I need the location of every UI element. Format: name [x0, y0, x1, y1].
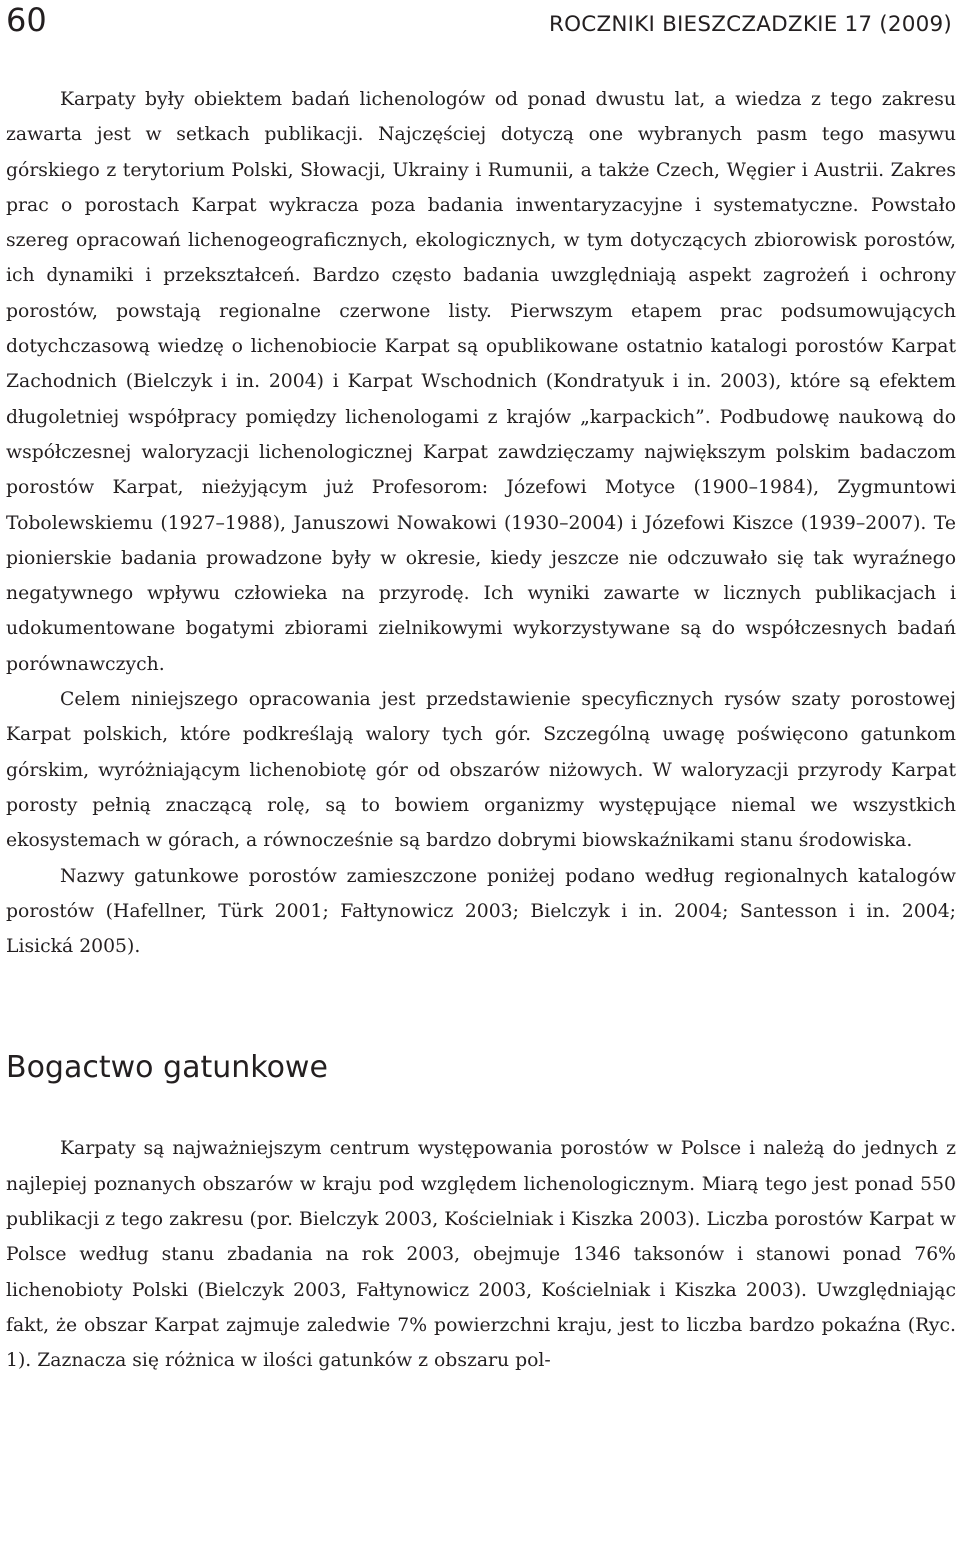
body-paragraph: Karpaty były obiektem badań lichenologów od ponad dwustu lat, a wiedza z tego zakresu zawarta jest w setkach publikacji. Najczęściej dotyczą one wybranych pasm tego masywu górskiego z terytorium Polski, Słowacji, Ukrainy i Rumunii, a także Czech, Węgier i Austrii. Zakres prac o porostach Karpat wykracza poza badania inwentaryzacyjne i systematyczne. Powstało szereg opracowań lichenogeograficznych, ekologicznych, w tym dotyczących zbiorowisk porostów, ich dynamiki i przekształceń. Bardzo często badania uwzględniają aspekt zagrożeń i ochrony porostów, powstają regionalne czerwone listy. Pierwszym etapem prac podsumowujących dotychczasową wiedzę o lichenobiocie Karpat są opublikowane ostatnio katalogi porostów Karpat Zachodnich (Bielczyk i in. 2004) i Karpat Wschodnich (Kondratyuk i in. 2003), które są efektem długoletniej współpracy pomiędzy lichenologami z krajów „karpackich”. Podbudowę naukową do współczesnej waloryzacji lichenologicznej Karpat zawdzięczamy największym polskim badaczom porostów Karpat, nieżyjącym już Profesorom: Józefowi Motyce (1900–1984), Zygmuntowi Tobolewskiemu (1927–1988), Januszowi Nowakowi (1930–2004) i Józefowi Kiszce (1939–2007). Te pionierskie badania prowadzone były w okresie, kiedy jeszcze nie odczuwało się tak wyraźnego negatywnego wpływu człowieka na przyrodę. Ich wyniki zawarte w licznych publikacjach i udokumentowane bogatymi zbiorami zielnikowymi wykorzystywane są do współczesnych badań porównawczych. — [6, 89, 956, 675]
body-paragraph: Nazwy gatunkowe porostów zamieszczone poniżej podano według regionalnych katalogów porostów (Hafellner, Türk 2001; Fałtynowicz 2003; Bielczyk i in. 2004; Santesson i in. 2004; Lisická 2005). — [6, 865, 956, 958]
article-body — [6, 82, 956, 1379]
page-header — [0, 0, 960, 60]
body-paragraph: Celem niniejszego opracowania jest przedstawienie specyficznych rysów szaty porostowej Karpat polskich, które podkreślają walory tych gór. Szczególną uwagę poświęcono gatunkom górskim, wyróżniającym lichenobiotę gór od obszarów niżowych. W waloryzacji przyrody Karpat porosty pełnią znaczącą rolę, są to bowiem organizmy występujące niemal we wszystkich ekosystemach w górach, a równocześnie są bardzo dobrymi biowskaźnikami stanu środowiska. — [6, 689, 956, 852]
section-heading: Bogactwo gatunkowe — [6, 1050, 328, 1086]
page-number: 60 — [6, 1, 47, 39]
running-title: ROCZNIKI BIESZCZADZKIE 17 (2009) — [548, 12, 952, 37]
section-paragraph: Karpaty są najważniejszym centrum występowania porostów w Polsce i należą do jednych z najlepiej poznanych obszarów w kraju pod względem lichenologicznym. Miarą tego jest ponad 550 publikacji z tego zakresu (por. Bielczyk 2003, Kościelniak i Kiszka 2003). Liczba porostów Karpat w Polsce według stanu zbadania na rok 2003, obejmuje 1346 taksonów i stanowi ponad 76% lichenobioty Polski (Bielczyk 2003, Fałtynowicz 2003, Kościelniak i Kiszka 2003). Uwzględniając fakt, że obszar Karpat zajmuje zaledwie 7% powierzchni kraju, jest to liczba bardzo pokaźna (Ryc. 1). Zaznacza się różnica w ilości gatunków z obszaru pol- — [6, 1138, 956, 1372]
